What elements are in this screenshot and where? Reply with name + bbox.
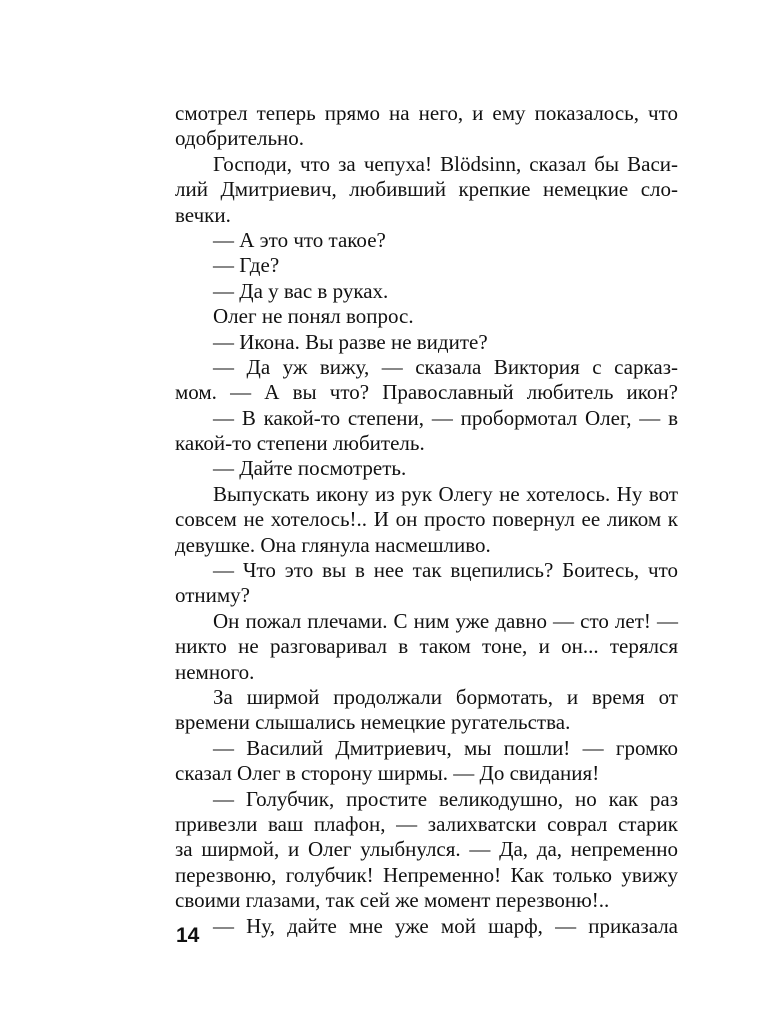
text-line: — Икона. Вы разве не видите? <box>213 329 488 354</box>
text-line: Господи, что за чепуха! Blödsinn, сказал бы Васи- <box>213 151 678 176</box>
text-line: одобрительно. <box>175 126 305 151</box>
text-line: — Да уж вижу, — сказала Виктория с сарказ- <box>213 354 678 379</box>
text-line: — Василий Дмитриевич, мы пошли! — громко <box>213 735 678 760</box>
text-line: — Где? <box>213 253 280 278</box>
text-line: сказал Олег в сторону ширмы. — До свидания! <box>175 761 600 786</box>
text-line: какой-то степени любитель. <box>175 431 425 456</box>
text-line: — Ну, дайте мне уже мой шарф, — приказала <box>213 913 678 938</box>
text-line: своими глазами, так сей же момент перезвоню!.. <box>175 888 610 913</box>
text-line: перезвоню, голубчик! Непременно! Как только увижу <box>175 862 678 887</box>
text-line: за ширмой, и Олег улыбнулся. — Да, да, непременно <box>175 837 678 862</box>
text-line: За ширмой продолжали бормотать, и время от <box>213 684 678 709</box>
text-line: Выпускать икону из рук Олегу не хотелось. Ну вот <box>213 481 678 506</box>
text-line: вечки. <box>175 202 231 227</box>
text-line: — Что это вы в нее так вцепились? Боитесь, что <box>213 558 678 583</box>
text-line: времени слышались немецкие ругательства. <box>175 710 571 735</box>
text-line: — Голубчик, простите великодушно, но как раз <box>213 786 678 811</box>
text-line: лий Дмитриевич, любивший крепкие немецкие сло- <box>175 177 678 202</box>
text-line: — Да у вас в руках. <box>213 278 389 303</box>
text-line: никто не разговаривал в таком тоне, и он... терялся <box>175 634 678 659</box>
text-line: — В какой-то степени, — пробормотал Олег, — в <box>213 405 678 430</box>
text-line: Олег не понял вопрос. <box>213 304 414 329</box>
text-line: — Дайте посмотреть. <box>213 456 407 481</box>
text-line: Он пожал плечами. С ним уже давно — сто лет! — <box>213 608 678 633</box>
text-line: смотрел теперь прямо на него, и ему показалось, что <box>175 101 678 125</box>
text-line: отниму? <box>175 583 250 608</box>
text-line: — А это что такое? <box>213 227 386 252</box>
page-number: 14 <box>176 924 200 947</box>
text-line: привезли ваш плафон, — залихватски соврал старик <box>175 811 678 836</box>
text-line: мом. — А вы что? Православный любитель икон? <box>175 380 678 405</box>
text-line: девушке. Она глянула насмешливо. <box>175 532 491 557</box>
text-line: немного. <box>175 659 255 684</box>
text-line: совсем не хотелось!.. И он просто повернул ее ликом к <box>175 507 678 532</box>
page-body-text <box>175 101 678 939</box>
